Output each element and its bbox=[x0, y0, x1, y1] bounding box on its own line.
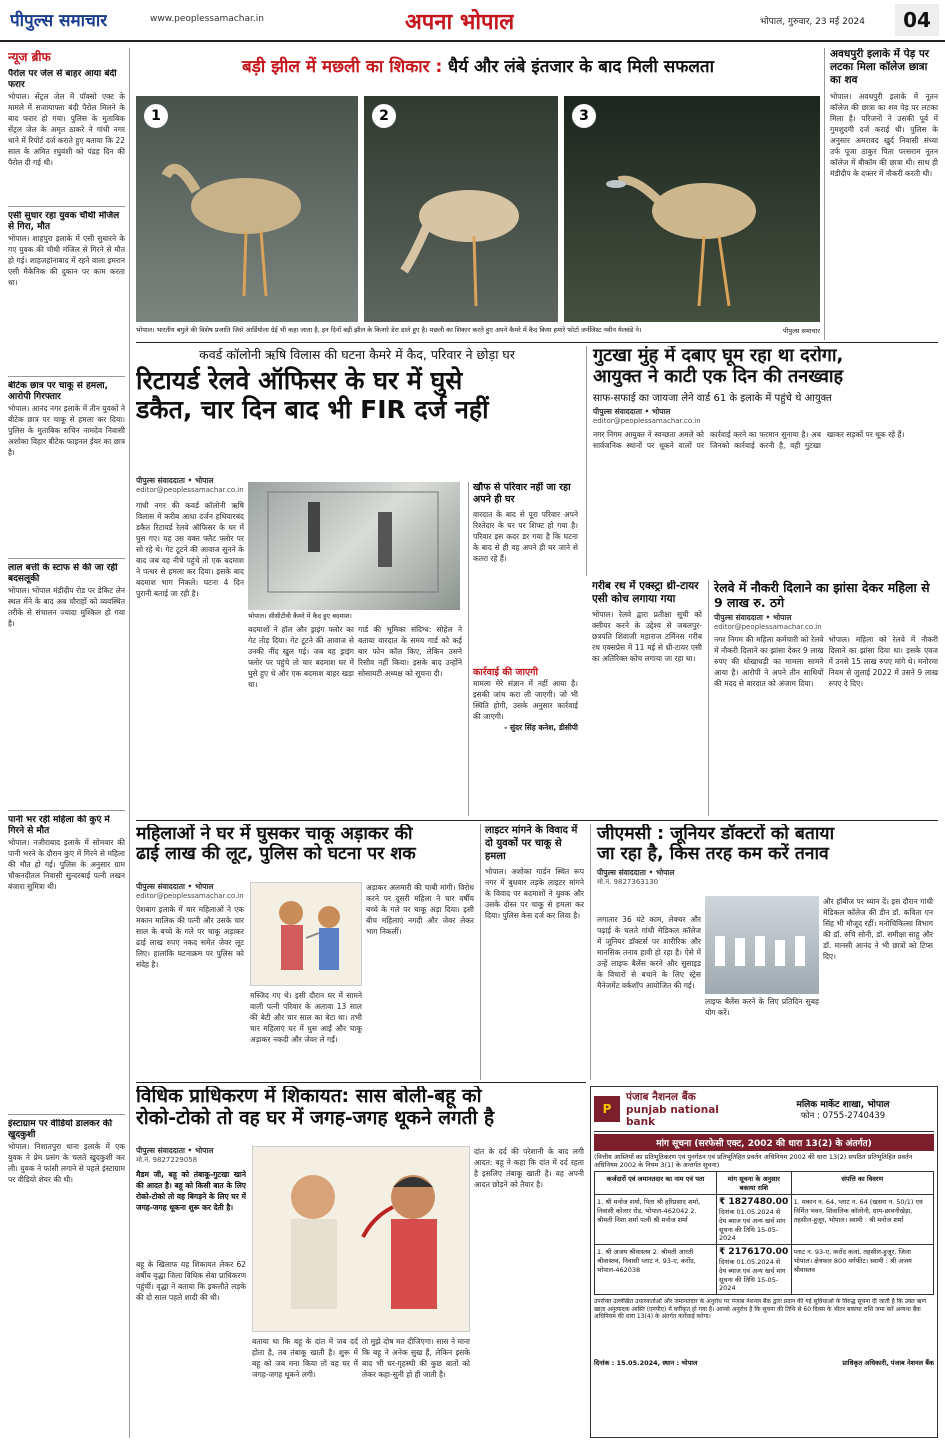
ac-coach-headline: गरीब रथ में एक्स्ट्रा थ्री-टायर एसी कोच लगाया गया bbox=[592, 580, 699, 605]
women-loot-story bbox=[136, 824, 474, 1080]
railway-sidebar bbox=[468, 482, 578, 816]
cctv-figures bbox=[248, 482, 460, 610]
brief-body: भोपाल। शाहपुरा इलाके में एसी सुधारने के गए युवक की चौथी मंजिल से गिरने से मौत हो गई। शाहजहांनाबाद में रहने वाला इमरान एसी मैकेनिक की दुकान पर काम करता था। bbox=[8, 234, 125, 287]
bank-branch: मलिक मार्केट शाखा, भोपाल bbox=[796, 1100, 890, 1110]
women-body: ऐशबाग इलाके में चार महिलाओं ने एक मकान मालिक की पत्नी और उसके चार साल के बच्चे के गले पर चाकू अड़ाकर ढाई लाख रुपए नकद समेत जेवर लूट लिए। हालांकि घटनाक्रम पर पुलिस को संदेह है। bbox=[136, 905, 244, 969]
byline: पीपुल्स संवाददाता • भोपाल bbox=[136, 1146, 214, 1155]
ac-coach-story bbox=[592, 580, 702, 816]
notice-date-place: दिनांक : 15.05.2024, स्थान : भोपाल bbox=[594, 1359, 698, 1367]
lake-photo-caption: भोपाल। भारतीय बगुले की विशेष प्रजाति जिसे आर्डियोला ग्रेई भी कहा जाता है, इन दिनों बड़ी झील के किनारे डेरा डाले हुए है। मछली का शिकार करते हुए अपने कैमरे में कैद किया हमारे फोटो जर्नलिस्ट नवीन येलवंडे ने। bbox=[136, 326, 642, 334]
heron-photo-2[interactable] bbox=[364, 96, 558, 322]
railway-officer-story bbox=[136, 346, 578, 816]
property-cell: 1. मकान न. 64, प्लाट न. 64 (खसरा न. 50/1) एवं निर्मित भवन, शिवालिक कॉलोनी, ग्राम-छावनीखेड़ा, तहसील-हुजूर, भोपाल। स्वामी : श्री मनोज शर्मा bbox=[791, 1195, 933, 1245]
column-header: संपत्ति का विवरण bbox=[791, 1172, 933, 1195]
byline: पीपुल्स संवाददाता • भोपाल bbox=[136, 882, 214, 891]
borrower-cell: 1. श्री अजय श्रीवास्तव 2. श्रीमती आरती श्रीवास्तव, निवासी प्लाट नं. 93-ए, करोंद, भोपाल-462038 bbox=[595, 1245, 717, 1295]
divider bbox=[136, 1082, 586, 1083]
prad-body-3: तो मुझे दोष मत दीजिएगा। सास ने माना कि बहू ने अनेक सुख हैं, लेकिन इसके बाद भी घर-गृहस्थी की कुछ बातों को लेकर कहा-सुनी हो ही जाती है। bbox=[362, 1337, 470, 1379]
divider bbox=[136, 820, 938, 821]
notice-date-cell: दिनांक 01.05.2024 से देय ब्याज एवं अन्य खर्च मांग सूचना की तिथि 15-05-2024 bbox=[719, 1258, 786, 1292]
prad-headline-1: विधिक प्राधिकरण में शिकायत: सास बोली-बहू को bbox=[136, 1086, 482, 1107]
brief-body: भोपाल। आनंद नगर इलाके में तीन युवकों ने बीटेक छात्र पर चाकू से हमला कर दिया। पुलिस के मुताबिक सचिन नामदेव निवासी अशोका विहार बीटेक फाइनल ईयर का छात्र है। bbox=[8, 404, 125, 457]
legal-authority-story bbox=[136, 1086, 584, 1438]
pnb-logo-icon: P bbox=[594, 1096, 620, 1122]
brief-headline: पैरोल पर जेल से बाहर आया बंदी फरार bbox=[8, 69, 117, 90]
photo-credit: पीपुल्स समाचार bbox=[783, 327, 820, 335]
brief-body: भोपाल। भोपाल मंडीदीप रोड पर डेकिट लेन स्थल मेंने के बाद अब चौराहों को व्यवस्थित तरीके से संचालन ज्यादा मुश्किल हो गया है। bbox=[8, 586, 125, 628]
notice-table bbox=[594, 1171, 934, 1295]
bank-phone: फोन : 0755-2740439 bbox=[800, 1111, 886, 1121]
prad-body-2: बताया था कि बहू के दांत में जब दर्द होता है, तब तंबाकू खाती है। शुरू में बहू को जब मना किया तो वह घर में जगह-जगह थूकने लगी। bbox=[252, 1337, 358, 1379]
brief-body: भोपाल। निशातपुरा थाना इलाके में एक युवक ने प्रेम प्रसंग के चलते खुदकुशी कर ली। युवक ने फांसी लगाने से पहले इंस्टाग्राम पर वीडियो शेयर की थी। bbox=[8, 1142, 125, 1184]
railway-body-3: गार्ड की भूमिका संदिग्ध: सोहेल ने बताया वारदात के समय गार्ड को कई बार फोन कॉल किए, लेकिन उसने रिसीव नहीं किया। इसके बाद उन्होंने सोसायटी अध्यक्ष को सूचना दी। bbox=[358, 625, 462, 678]
brief-item bbox=[8, 563, 125, 811]
table-row bbox=[595, 1245, 934, 1295]
student-headline: अवधपुरी इलाके में पेड़ पर लटका मिला कॉलेज छात्रा का शव bbox=[830, 48, 930, 86]
authorized-officer: प्राधिकृत अधिकारी, पंजाब नेशनल बैंक bbox=[842, 1359, 934, 1367]
gmc-story bbox=[590, 824, 938, 1080]
amount-cell: ₹ 2176170.00 bbox=[719, 1247, 789, 1257]
photo-number: 1 bbox=[144, 104, 168, 128]
fraud-body-2: भोपाल। महिला को रेलवे में नौकरी दिलाने का झांसा दिया था। इसके एवज में उनसे 15 लाख रुपए मांगे थे। मनोरमा नियम से जुलाई 2022 में उसने 9 लाख रुपए दे दिए। bbox=[828, 635, 938, 688]
byline-phone: मो.नं. 9827363130 bbox=[597, 878, 659, 887]
table-header-row bbox=[595, 1172, 934, 1195]
brief-headline: पानी भर रही महिला की कुएं में गिरने से मौत bbox=[8, 815, 110, 836]
women-body-3: अड़ाकर अलमारी की चाबी मांगी। विरोध करने पर दूसरी महिला ने चार वर्षीय बच्चे के गले पर चाकू अड़ा दिया। इसी बीच महिलाएं नगदी और जेवर लेकर भाग निकलीं। bbox=[366, 883, 474, 936]
yoga-photo[interactable] bbox=[705, 896, 819, 994]
railway-kicker: कवर्ड कॉलोनी ऋषि विलास की घटना कैमरे में कैद, परिवार ने छोड़ा घर bbox=[199, 347, 515, 362]
prad-body-4: दांत के दर्द की परेशानी के बाद लगी आदत: बहू ने कहा कि दांत में दर्द रहता है इसलिए तंबाकू खाती है। वह अपनी आदत छोड़ने को तैयार है। bbox=[474, 1147, 584, 1189]
heron-photo-3[interactable] bbox=[564, 96, 820, 322]
prad-quote: मैडम जी, बहू को तंबाकू-गुटखा खाने की आदत है। बहू को किसी बात के लिए रोको-टोको तो वह बिगड़ने के लिए घर में जगह-जगह थूकना शुरू कर देती है। bbox=[136, 1170, 246, 1212]
photo-number: 2 bbox=[372, 104, 396, 128]
byline: पीपुल्स संवाददाता • भोपाल bbox=[714, 613, 792, 622]
cctv-photo[interactable] bbox=[248, 482, 460, 610]
property-cell: प्लाट न. 93-ए, करोंद कलां, तहसील-हुजूर, जिला भोपाल। क्षेत्रफल 800 वर्गफीट। स्वामी : श्री अजय श्रीवास्तव bbox=[791, 1245, 933, 1295]
brief-item bbox=[8, 211, 125, 377]
heron-illustration bbox=[564, 96, 820, 322]
women-body-2: मस्जिद गए थे। इसी दौरान घर में सामने वाली पत्नी परिवार के अलावा 13 साल की बेटी और चार साल का बेटा था। तभी चार महिलाएं घर में घुस आईं और चाकू अड़ाकर नकदी और जेवर ले गईं। bbox=[250, 991, 362, 1044]
ac-coach-body: भोपाल। रेलवे द्वारा प्रतीक्षा सूची को क्लीयर करने के उद्देश्य से जबलपुर-छत्रपति शिवाजी महाराज टर्मिनस गरीब रथ एक्सप्रेस में 11 मई से थ्री-टायर एसी का अतिरिक्त कोच लगाया जा रहा था। bbox=[592, 610, 702, 663]
heron-illustration bbox=[136, 96, 358, 322]
byline-email[interactable]: editor@peoplessamachar.co.in bbox=[714, 623, 822, 631]
student-story bbox=[824, 48, 938, 340]
railway-side-body: वारदात के बाद से पूरा परिवार अपने रिश्तेदार के घर पर शिफ्ट हो गया है। परिवार इस कदर डर गया है कि घटना के बाद से ही वह अपने ही घर जाने से कतरा रहे हैं। bbox=[473, 510, 578, 563]
byline: पीपुल्स संवाददाता • भोपाल bbox=[597, 868, 675, 878]
column-header: कर्जदारों एवं जमानतदार का नाम एवं पता bbox=[595, 1172, 717, 1195]
byline-email[interactable]: editor@peoplessamachar.co.in bbox=[593, 417, 701, 426]
fraud-headline: रेलवे में नौकरी दिलाने का झांसा देकर महिला से 9 लाख रु. ठगे bbox=[714, 580, 930, 610]
byline: पीपुल्स संवाददाता • भोपाल bbox=[593, 407, 671, 417]
cctv-caption: भोपाल। सीसीटीवी कैमरे में कैद हुए बदमाश। bbox=[248, 612, 352, 620]
brief-headline: एसी सुधार रहा युवक चौथी मंजिल से गिरा, मौत bbox=[8, 211, 120, 232]
fraud-body: नगर निगम की महिला कर्मचारी को रेलवे में नौकरी दिलाने का झांसा देकर 9 लाख रुपए की धोखाधड़ी का मामला सामने आया है। आरोपी ने अपने तीन साथियों की मदद से वारदात को अंजाम दिया। bbox=[714, 635, 824, 688]
heron-photo-1[interactable] bbox=[136, 96, 358, 322]
gmc-body: लगातार 36 घंटे काम, लेक्चर और पढ़ाई के चलते गांधी मेडिकल कॉलेज में जूनियर डॉक्टर्स पर शारीरिक और मानसिक तनाव हावी हो रहा है। ऐसे में उन्हें लाइफ बैलेंस करने और सुसाइड के विचारों से बचाने के लिए स्ट्रेस मैनेजमेंट वर्कशॉप आयोजित की गई। bbox=[597, 915, 701, 990]
byline-email[interactable]: editor@peoplessamachar.co.in bbox=[136, 892, 244, 900]
notice-footer: उपरोक्त उल्लेखित उधारकर्ताओं और जमानतदार के अनुरोध पर पंजाब नेशनल बैंक द्वारा प्रदान की गई सुविधाओं के विरुद्ध सूचना दी जाती है कि उक्त ऋण खाता अनुत्पादक आस्ति (एनपीए) में वर्गीकृत हो गया है। आपसे अनुरोध है कि सूचना की तिथि से 60 दिवस के भीतर बकाया राशि जमा करें अन्यथा बैंक अधिनियम की धारा 13(4) के अंतर्गत कार्रवाई करेगा। bbox=[594, 1298, 927, 1320]
bank-name-hindi: पंजाब नैशनल बैंक bbox=[626, 1091, 696, 1103]
section-title: अपना भोपाल bbox=[405, 10, 515, 35]
brief-item bbox=[8, 381, 125, 559]
brief-body: भोपाल। नजीराबाद इलाके में सोमवार की पानी भरने के दौरान कुएं में गिरने से महिला की मौत हो गई। पुलिस के अनुसार ग्राम चौकनदीतल निवासी सुन्दरबाई पत्नी लखन बंजारा सुमित्रा थी। bbox=[8, 838, 125, 891]
yoga-photo-caption: लाइफ बैलेंस करने के लिए प्रतिदिन सुबह योग करें। bbox=[705, 997, 819, 1017]
railway-side-headline: खौफ से परिवार नहीं जा रहा अपने ही घर bbox=[473, 482, 571, 505]
gutka-subheadline: साफ-सफाई का जायजा लेने वार्ड 61 के इलाके में पहुंचे थे आयुक्त bbox=[593, 393, 832, 405]
notice-intro: (वित्तीय आस्तियों का प्रतिभूतिकरण एवं पुनर्गठन एवं प्रतिभूतिहित प्रवर्तन अधिनियम 2002 की धारा 13(2) सपठित प्रतिभूतिहित प्रवर्तन अधिनियम 2002 के नियम 3(1) के अन्तर्गत सूचना) bbox=[594, 1153, 913, 1169]
brief-headline: बीटेक छात्र पर चाकू से हमला, आरोपी गिरफ्तार bbox=[8, 381, 109, 402]
brief-headline: लाल बत्ती के स्टाफ से की जा रही बदसलूकी bbox=[8, 563, 118, 584]
brief-item bbox=[8, 815, 125, 1115]
dcp-quote-signature: - सुंदर सिंह कनेश, डीसीपी bbox=[504, 723, 578, 732]
railway-headline-1: रिटायर्ड रेलवे ऑफिसर के घर में घुसे bbox=[136, 366, 463, 395]
gutka-headline-2: आयुक्त ने काटी एक दिन की तनख्वाह bbox=[593, 365, 844, 387]
gutka-body: नगर निगम आयुक्त ने स्वच्छता अमले को सार्वजनिक स्थानों पर थूकने वालों पर कार्रवाई करने का फरमान सुनाया है। अब जिनको कार्रवाई करनी है, वही गुटखा खाकर सड़कों पर थूक रहे हैं। bbox=[593, 430, 905, 451]
doctors-illustration bbox=[705, 896, 819, 994]
women-headline-1: महिलाओं ने घर में घुसकर चाकू अड़ाकर की bbox=[136, 824, 413, 844]
prad-headline-2: रोको-टोको तो वह घर में जगह-जगह थूकने लगती है bbox=[136, 1106, 495, 1129]
gutka-story bbox=[586, 346, 938, 576]
news-brief-title: न्यूज ब्रीफ bbox=[8, 50, 51, 64]
bank-name-english: punjab national bank bbox=[626, 1104, 719, 1128]
byline: पीपुल्स संवाददाता • भोपाल bbox=[136, 476, 214, 485]
lighter-body: भोपाल। अशोका गार्डन स्थित रूप नगर में बुधवार तड़के लाइटर मांगने के विवाद पर बदमाशों ने युवक और उसके दोस्त पर चाकू से हमला कर दिया। पुलिस केस दर्ज कर लिया है। bbox=[485, 867, 584, 920]
notice-title: मांग सूचना (सरफेसी एक्ट, 2002 की धारा 13(2) के अंतर्गत) bbox=[594, 1134, 934, 1151]
lighter-headline: लाइटर मांगने के विवाद में दो युवकों पर चाकू से हमला bbox=[485, 825, 578, 862]
job-fraud-story bbox=[708, 580, 938, 816]
gmc-body-2: और हॉबीज पर ध्यान दें। इस दौरान गांधी मेडिकल कॉलेज की डीन डॉ. कविता एन सिंह भी मौजूद रहीं। मनोचिकित्सा विभाग की डॉ. रुचि सोनी, डॉ. समीक्षा साहू और डॉ. मानसी आनंद ने भी छात्रों को टिप्स दिए। bbox=[823, 897, 933, 961]
lake-photo-story bbox=[136, 48, 820, 340]
byline-phone: मो.नं. 9827229058 bbox=[136, 1156, 198, 1164]
lake-headline-label: बड़ी झील में मछली का शिकार : bbox=[242, 57, 443, 77]
brief-body: भोपाल। सेंट्रल जेल में पॉक्सो एक्ट के मामले में सजायाफ्ता बंदी पैरोल मिलने के बाद फरार हो गया। पुलिस के मुताबिक सेंट्रल जेल के अमृत ठाकरे ने गांधी नगर थाने में रिपोर्ट दर्ज कराते हुए बताया कि 22 साल के अमित रघुवंशी को पंद्रह दिन की पैरोल दी गई थी। bbox=[8, 92, 125, 167]
action-headline: कार्रवाई की जाएगी bbox=[473, 667, 538, 678]
news-brief-column bbox=[8, 48, 130, 1438]
railway-headline-2: डकैत, चार दिन बाद भी FIR दर्ज नहीं bbox=[136, 394, 489, 424]
divider bbox=[136, 342, 938, 343]
page-number: 04 bbox=[895, 4, 939, 36]
railway-body-2: बदमाशों ने हॉल और ड्राइंग फ्लोर का गेट तोड़ दिया। गेट टूटने की आवाज से उनकी नींद खुल गई। जब वह ड्राइंग फ्लोर पर पहुंचे तो चार बदमाश घर में घुसे हुए थे और एक बदमाश बाहर खड़ा था। bbox=[248, 625, 354, 689]
brief-item bbox=[8, 69, 125, 207]
railway-body: गांधी नगर की कवर्ड कॉलोनी ऋषि विलास में करीब आधा दर्जन हथियारबंद डकैत रिटायर्ड रेलवे ऑफिसर के घर में घुस गए। यह उस वक्त फ्लैट फ्लोर पर सो रहे थे। गेट टूटने की आवाज सुनने के बाद जब वह नीचे पहुंचे तो एक बदमाश ने पत्थर से हमला कर दिया। इसके बाद बदमाश भाग निकले। घटना 4 दिन पुरानी बताई जा रही है। bbox=[136, 501, 244, 598]
student-body: भोपाल। अवधपुरी इलाके में नूतन कॉलेज की छात्रा का शव पेड़ पर लटका मिला है। परिजनों ने उसकी पूर्व में गुमशुदगी दर्ज कराई थी। पुलिस के अनुसार अमरावद खुर्द निवासी संध्या उर्फ पूजा ठाकुर पिता परसराम नूतन कॉलेज में बीकॉम की छात्रा थी। साथ ही मंडीदीप के दफ्तर में नौकरी करती थी। bbox=[830, 92, 938, 178]
action-body: मामला मेरे संज्ञान में नहीं आया है। इसकी जांच करा ली जाएगी। जो भी स्थिति होगी, उसके अनुसार कार्रवाई की जाएगी। bbox=[473, 679, 578, 721]
borrower-cell: 1. श्री मनोज शर्मा, पिता श्री हरिप्रसाद शर्मा, निवासी कोलार रोड, भोपाल-462042 2. श्रीमती निशा शर्मा पत्नी श्री मनोज शर्मा bbox=[595, 1195, 717, 1245]
notice-date-cell: दिनांक 01.05.2024 से देय ब्याज एवं अन्य खर्च मांग सूचना की तिथि 15-05-2024 bbox=[719, 1208, 786, 1242]
lake-headline-title: धैर्य और लंबे इंतजार के बाद मिली सफलता bbox=[447, 57, 714, 77]
gutka-headline-1: गुटखा मुंह में दबाए घूम रहा था दरोगा, bbox=[593, 346, 844, 366]
photo-number: 3 bbox=[572, 104, 596, 128]
brief-headline: इंस्टाग्राम पर वीडियो डालकर की खुदकुशी bbox=[8, 1119, 113, 1140]
byline-email[interactable]: editor@peoplessamachar.co.in bbox=[136, 486, 244, 494]
amount-cell: ₹ 1827480.00 bbox=[719, 1197, 789, 1207]
brand-logo: पीपुल्स समाचार bbox=[10, 11, 108, 31]
brief-item bbox=[8, 1119, 125, 1438]
women-headline-2: ढाई लाख की लूट, पुलिस को घटना पर शक bbox=[136, 844, 416, 865]
gmc-headline-2: जा रहा है, किस तरह कम करें तनाव bbox=[597, 844, 829, 865]
pnb-demand-notice bbox=[590, 1086, 938, 1438]
dateline: भोपाल, गुरुवार, 23 मई 2024 bbox=[760, 17, 865, 27]
site-url[interactable]: www.peoplessamachar.in bbox=[150, 14, 264, 24]
lighter-story bbox=[480, 824, 584, 1080]
table-row bbox=[595, 1195, 934, 1245]
prad-body: बहू के खिलाफ यह शिकायत लेकर 62 वर्षीय वृद्धा जिला विधिक सेवा प्राधिकरण पहुंचीं। वृद्धा ने बताया कि इकलौते लड़के की दो साल पहले शादी की थी। bbox=[136, 1260, 246, 1302]
column-header: मांग सूचना के अनुसार बकाया राशि bbox=[717, 1172, 792, 1195]
lake-headline bbox=[136, 48, 820, 88]
gmc-headline-1: जीएमसी : जूनियर डॉक्टरों को बताया bbox=[597, 824, 835, 844]
mother-in-law-illustration bbox=[252, 1146, 470, 1332]
loot-illustration bbox=[250, 882, 362, 986]
heron-illustration bbox=[364, 96, 558, 322]
masthead bbox=[0, 0, 945, 42]
